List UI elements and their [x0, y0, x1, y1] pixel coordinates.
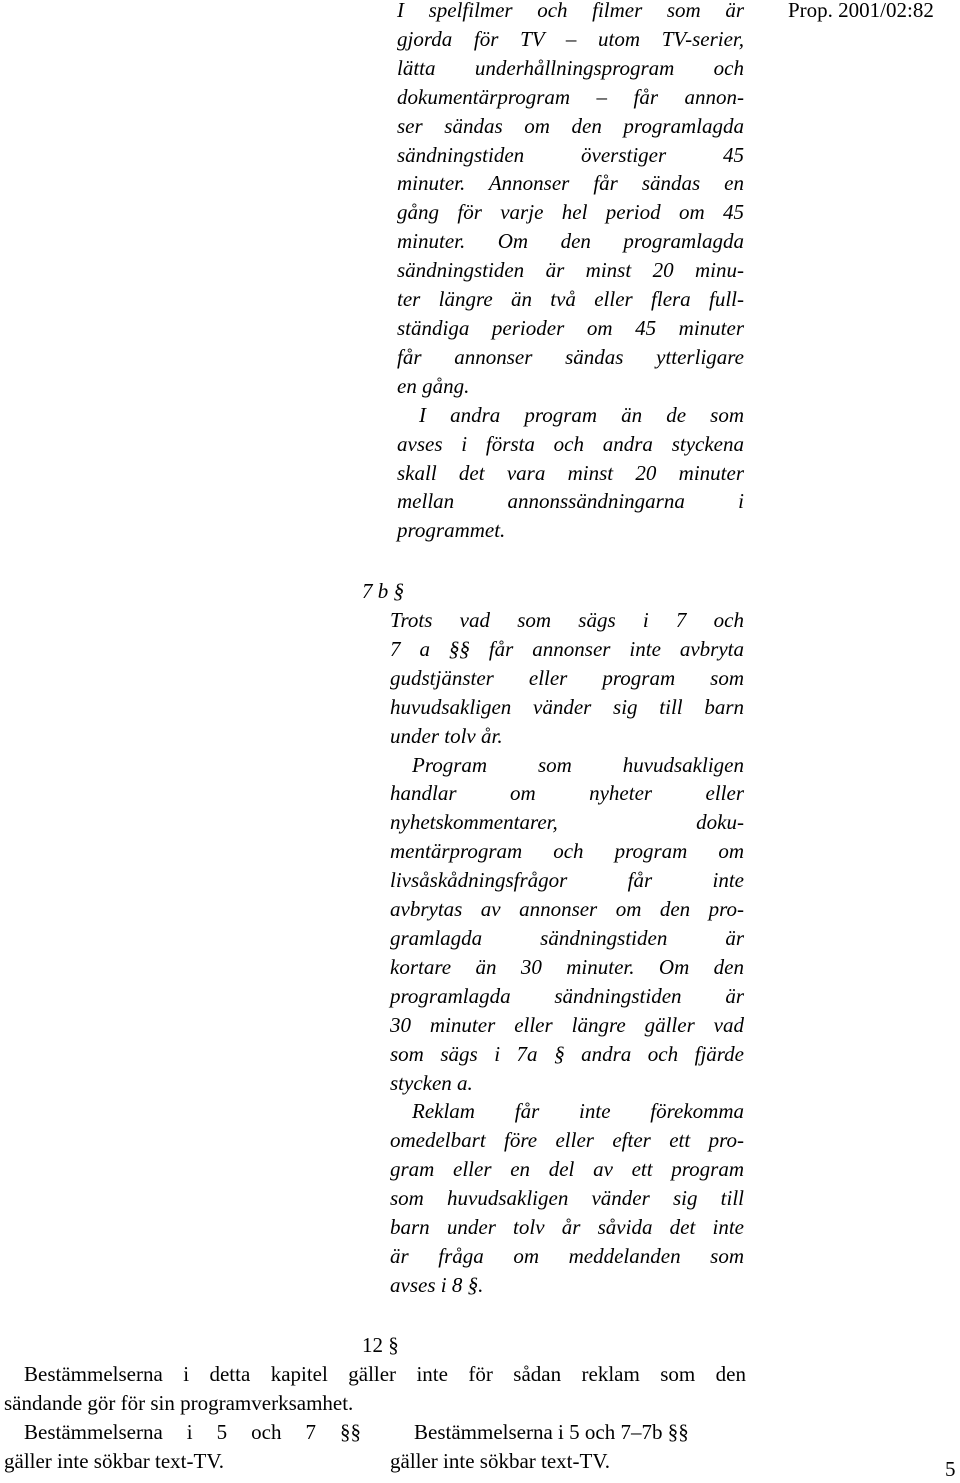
- left-column-text: [397, 0, 744, 545]
- paragraph: [397, 401, 744, 546]
- text-line: kortare än 30 minuter. Om den: [390, 954, 744, 979]
- text-line: avses i första och andra styckena: [397, 431, 744, 456]
- text-line: ter längre än två eller flera full-: [397, 287, 744, 312]
- text-line: gram eller en del av ett program: [390, 1157, 744, 1182]
- paragraph: [397, 0, 744, 401]
- text-line: dokumentärprogram – får annon-: [397, 84, 744, 109]
- proposition-reference: Prop. 2001/02:82: [788, 0, 934, 22]
- text-line: minuter. Annonser får sändas en: [397, 171, 744, 196]
- text-line: en gång.: [397, 373, 470, 398]
- paragraph: [390, 1097, 744, 1299]
- text-line: ser sändas om den programlagda: [397, 113, 744, 138]
- text-line: skall det vara minst 20 minuter: [397, 460, 744, 485]
- text-line: handlar om nyheter eller: [390, 781, 744, 806]
- text-line: I spelfilmer och filmer som är: [397, 0, 744, 22]
- text-line: avses i 8 §.: [390, 1272, 484, 1297]
- section-7b-text: [390, 606, 744, 1300]
- page-number: 5: [945, 1457, 956, 1481]
- text-line: programmet.: [397, 518, 506, 543]
- text-line: Program som huvudsakligen: [412, 752, 744, 777]
- text-line: gudstjänster eller program som: [390, 665, 744, 690]
- text-line: mellan annonssändningarna i: [397, 489, 744, 514]
- section-heading-12: 12 §: [362, 1333, 399, 1357]
- text-line: omedelbart före eller efter ett pro-: [390, 1128, 744, 1153]
- text-line: lätta underhållningsprogram och: [397, 55, 744, 80]
- text-line: Reklam får inte förekomma: [412, 1099, 744, 1124]
- section-12-left-line2: gäller inte sökbar text-TV.: [4, 1449, 225, 1473]
- text-line: sändningstiden är minst 20 minu-: [397, 258, 744, 283]
- section-heading-7b: 7 b §: [362, 579, 404, 603]
- text-line: minuter. Om den programlagda: [397, 229, 744, 254]
- text-line: gjorda för TV – utom TV-serier,: [397, 26, 744, 51]
- section-12-para1-line2: sändande gör för sin programverksamhet.: [4, 1391, 354, 1415]
- section-12-right-line1: Bestämmelserna i 5 och 7–7b §§: [414, 1420, 689, 1444]
- text-line: gramlagda sändningstiden är: [390, 925, 744, 950]
- text-line: är fråga om meddelanden som: [390, 1243, 744, 1268]
- text-line: ständiga perioder om 45 minuter: [397, 315, 744, 340]
- text-line: mentärprogram och program om: [390, 839, 744, 864]
- text-line: stycken a.: [390, 1070, 473, 1095]
- text-line: under tolv år.: [390, 723, 503, 748]
- text-line: huvudsakligen vänder sig till barn: [390, 694, 744, 719]
- paragraph: [390, 606, 744, 751]
- text-line: barn under tolv år såvida det inte: [390, 1215, 744, 1240]
- section-12-right-line2: gäller inte sökbar text-TV.: [390, 1449, 611, 1473]
- text-line: I andra program än de som: [419, 402, 744, 427]
- paragraph: [390, 751, 744, 1098]
- section-12-para1-line1: Bestämmelserna i detta kapitel gäller inte för sådan reklam som den: [24, 1362, 746, 1386]
- text-line: avbrytas av annonser om den pro-: [390, 897, 744, 922]
- text-line: 7 a §§ får annonser inte avbryta: [390, 636, 744, 661]
- text-line: som sägs i 7a § andra och fjärde: [390, 1041, 744, 1066]
- text-line: programlagda sändningstiden är: [390, 983, 744, 1008]
- text-line: som huvudsakligen vänder sig till: [390, 1186, 744, 1211]
- text-line: livsåskådningsfrågor får inte: [390, 868, 744, 893]
- section-12-left-line1: Bestämmelserna i 5 och 7 §§: [24, 1420, 361, 1444]
- text-line: nyhetskommentarer, doku-: [390, 810, 744, 835]
- text-line: gång för varje hel period om 45: [397, 200, 744, 225]
- text-line: 30 minuter eller längre gäller vad: [390, 1012, 744, 1037]
- text-line: får annonser sändas ytterligare: [397, 344, 744, 369]
- text-line: Trots vad som sägs i 7 och: [390, 608, 744, 632]
- text-line: sändningstiden överstiger 45: [397, 142, 744, 167]
